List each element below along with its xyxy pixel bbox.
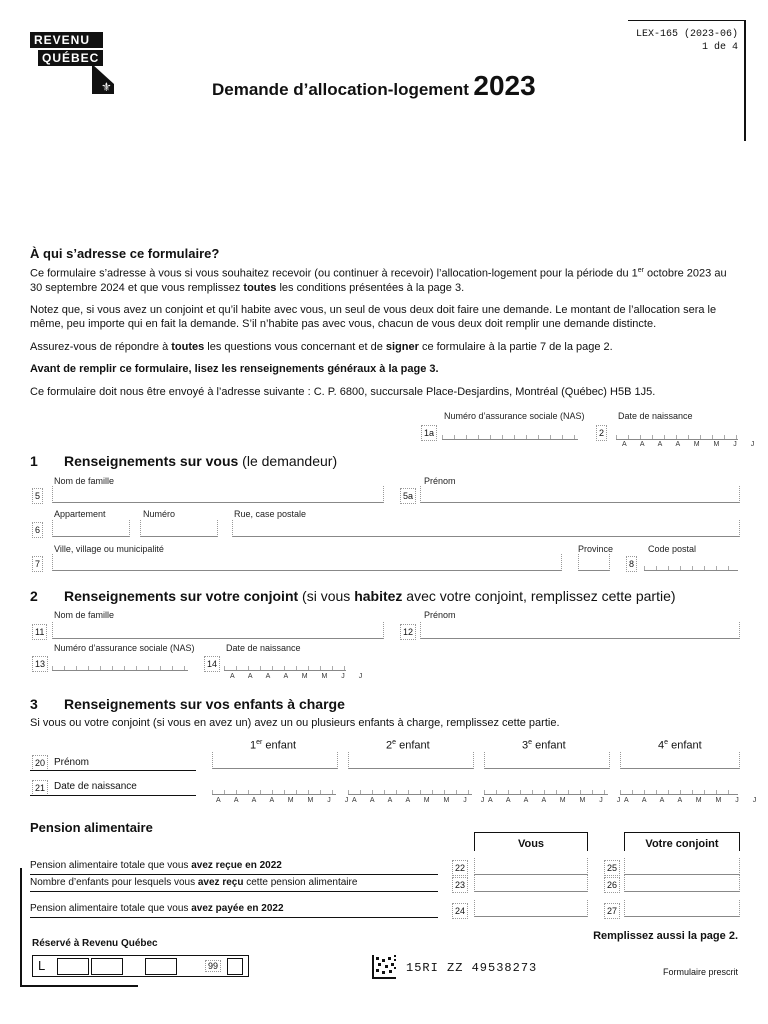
logo-line2: QUÉBEC — [38, 50, 103, 66]
reserved-cell-3 — [145, 958, 177, 975]
field-num-22: 22 — [452, 860, 468, 876]
child3-prenom-input[interactable] — [484, 752, 610, 769]
s1-prenom-input[interactable] — [420, 486, 740, 503]
page-title — [212, 70, 536, 102]
field-num-25: 25 — [604, 860, 620, 876]
s1-prenom-label: Prénom — [424, 476, 456, 486]
s1-nom-label: Nom de famille — [54, 476, 115, 486]
logo-line1: REVENU — [30, 32, 103, 48]
field-num-6: 6 — [32, 522, 43, 538]
fleur-de-lis-icon — [92, 64, 114, 94]
field-num-12: 12 — [400, 624, 416, 640]
reserved-cell-2 — [91, 958, 123, 975]
s2-dob-format: A A A A M M J J — [230, 673, 369, 680]
pension-row2-label: Nombre d’enfants pour lesquels vous avez reçu cette pension alimentaire — [30, 877, 358, 888]
svg-text:⚜: ⚜ — [101, 80, 112, 94]
child3-dob-format: A A A A M M J J — [488, 797, 627, 804]
prescribed-note: Formulaire prescrit — [662, 967, 738, 977]
dob-input[interactable] — [616, 425, 738, 440]
field-num-21: 21 — [32, 780, 48, 796]
reserved-cell-1 — [57, 958, 89, 975]
field-num-11: 11 — [32, 624, 47, 640]
pension-recue-conjoint-input[interactable] — [624, 858, 740, 875]
s2-nom-label: Nom de famille — [54, 610, 115, 620]
section3-title: Renseignements sur vos enfants à charge — [64, 696, 345, 712]
child2-dob-format: A A A A M M J J — [352, 797, 491, 804]
field-num-2: 2 — [596, 425, 607, 441]
continue-note: Remplissez aussi la page 2. — [593, 930, 738, 942]
field-num-26: 26 — [604, 877, 620, 893]
field-num-24: 24 — [452, 903, 468, 919]
intro-p5: Ce formulaire doit nous être envoyé à l’adresse suivante : C. P. 6800, succursale Place-Desjardins, Montréal (Québec) H5B 1J5. — [30, 386, 656, 398]
datamatrix-icon — [372, 955, 396, 979]
section1-number: 1 — [30, 453, 38, 469]
intro-p2: Notez que, si vous avez un conjoint et qu’il habite avec vous, un seul de vous deux doit faire une demande. Le montant de l’allocation sera le même, peu importe qui en fait la demande. S’il n’habite pas avec vous, chacun de vous deux doit remplir une demande distincte. — [30, 304, 717, 330]
col-conjoint-header: Votre conjoint — [624, 832, 740, 851]
child4-dob-format: A A A A M M J J — [624, 797, 763, 804]
col-vous-header: Vous — [474, 832, 588, 851]
section3-number: 3 — [30, 696, 38, 712]
dob-format: A A A A M M J J — [622, 441, 761, 448]
row21-rule — [30, 795, 196, 796]
child2-dob-input[interactable] — [348, 780, 472, 795]
intro-p4: Avant de remplir ce formulaire, lisez les renseignements généraux à la page 3. — [30, 363, 439, 375]
field-num-14: 14 — [204, 656, 220, 672]
s1-numero-input[interactable] — [140, 520, 218, 537]
s1-rue-input[interactable] — [232, 520, 740, 537]
child3-dob-input[interactable] — [484, 780, 608, 795]
child1-prenom-input[interactable] — [212, 752, 338, 769]
reserved-label: Réservé à Revenu Québec — [32, 938, 158, 949]
pension-row1-label: Pension alimentaire totale que vous avez reçue en 2022 — [30, 860, 282, 871]
field-num-27: 27 — [604, 903, 620, 919]
s2-nom-input[interactable] — [52, 622, 384, 639]
dob-label: Date de naissance — [618, 411, 693, 421]
child2-prenom-input[interactable] — [348, 752, 474, 769]
nb-enfants-vous-input[interactable] — [474, 875, 588, 892]
intro-p1: Ce formulaire s’adresse à vous si vous souhaitez recevoir (ou continuer à recevoir) l’allocation-logement pour la période du 1er octobre 2023 au 30 septembre 2024 et que vous remplissez toutes les conditions présentées à la page 3. — [30, 267, 727, 294]
section1-title: Renseignements sur vous (le demandeur) — [64, 453, 338, 469]
child4-prenom-input[interactable] — [620, 752, 740, 769]
s2-nas-input[interactable] — [52, 656, 188, 671]
corner-bottom-left — [20, 868, 22, 986]
title-text: Demande d’allocation-logement — [212, 80, 469, 99]
field-num-20: 20 — [32, 755, 48, 771]
child2-header: 2e enfant — [386, 739, 430, 752]
s1-cp-label: Code postal — [648, 544, 697, 554]
pension-recue-vous-input[interactable] — [474, 858, 588, 875]
s2-dob-input[interactable] — [224, 656, 346, 671]
field-num-8: 8 — [626, 556, 637, 572]
s1-province-input[interactable] — [578, 554, 610, 571]
nas-input[interactable] — [442, 425, 578, 440]
child4-header: 4e enfant — [658, 739, 702, 752]
corner-bottom — [20, 985, 138, 987]
reserved-99: 99 — [205, 960, 221, 972]
pension-row1-rule — [30, 874, 438, 875]
s1-nom-input[interactable] — [52, 486, 384, 503]
s1-ville-label: Ville, village ou municipalité — [54, 544, 164, 554]
child4-dob-input[interactable] — [620, 780, 738, 795]
field-num-7: 7 — [32, 556, 43, 572]
s2-nas-label: Numéro d’assurance sociale (NAS) — [54, 643, 195, 653]
section2-number: 2 — [30, 588, 38, 604]
intro-p3: Assurez-vous de répondre à toutes les questions vous concernant et de signer ce formulaire à la partie 7 de la page 2. — [30, 341, 613, 353]
logo — [30, 32, 112, 94]
pension-row2-rule — [30, 891, 438, 892]
title-year: 2023 — [473, 70, 536, 101]
row20-rule — [30, 770, 196, 771]
barcode-text: 15RI ZZ 49538273 — [406, 961, 538, 975]
row21-label: Date de naissance — [54, 781, 137, 792]
reserved-cell-4 — [227, 958, 243, 975]
intro-heading: À qui s’adresse ce formulaire? — [30, 246, 220, 261]
pension-row3-label: Pension alimentaire totale que vous avez payée en 2022 — [30, 903, 284, 914]
s2-prenom-input[interactable] — [420, 622, 740, 639]
row20-label: Prénom — [54, 757, 90, 768]
child1-dob-input[interactable] — [212, 780, 336, 795]
s1-rue-label: Rue, case postale — [234, 509, 307, 519]
s1-app-input[interactable] — [52, 520, 130, 537]
form-code: LEX-165 (2023-06) — [635, 29, 738, 40]
s1-numero-label: Numéro — [143, 509, 176, 519]
reserved-l: L — [38, 958, 46, 973]
field-num-1a: 1a — [421, 425, 437, 441]
pension-heading: Pension alimentaire — [30, 820, 153, 835]
section3-intro: Si vous ou votre conjoint (si vous en avez un) avez un ou plusieurs enfants à charge, remplissez cette partie. — [30, 717, 560, 729]
pension-row3-rule — [30, 917, 438, 918]
s2-dob-label: Date de naissance — [226, 643, 301, 653]
child1-header: 1er enfant — [250, 739, 296, 752]
page-number: 1 de 4 — [701, 42, 738, 53]
field-num-5: 5 — [32, 488, 43, 504]
reserved-box — [32, 955, 249, 977]
nas-label: Numéro d’assurance sociale (NAS) — [444, 411, 585, 421]
pension-payee-conjoint-input[interactable] — [624, 900, 740, 917]
corner-right — [744, 20, 746, 141]
pension-payee-vous-input[interactable] — [474, 900, 588, 917]
s1-ville-input[interactable] — [52, 554, 562, 571]
section2-title: Renseignements sur votre conjoint (si vous habitez avec votre conjoint, remplissez cette partie) — [64, 588, 676, 604]
s1-cp-input[interactable] — [644, 556, 738, 571]
child3-header: 3e enfant — [522, 739, 566, 752]
s2-prenom-label: Prénom — [424, 610, 456, 620]
form-code-block — [636, 28, 738, 54]
field-num-5a: 5a — [400, 488, 416, 504]
field-num-23: 23 — [452, 877, 468, 893]
s1-province-label: Province — [578, 544, 614, 554]
child1-dob-format: A A A A M M J J — [216, 797, 355, 804]
s1-app-label: Appartement — [54, 509, 106, 519]
nb-enfants-conjoint-input[interactable] — [624, 875, 740, 892]
corner-top — [628, 20, 746, 21]
field-num-13: 13 — [32, 656, 48, 672]
